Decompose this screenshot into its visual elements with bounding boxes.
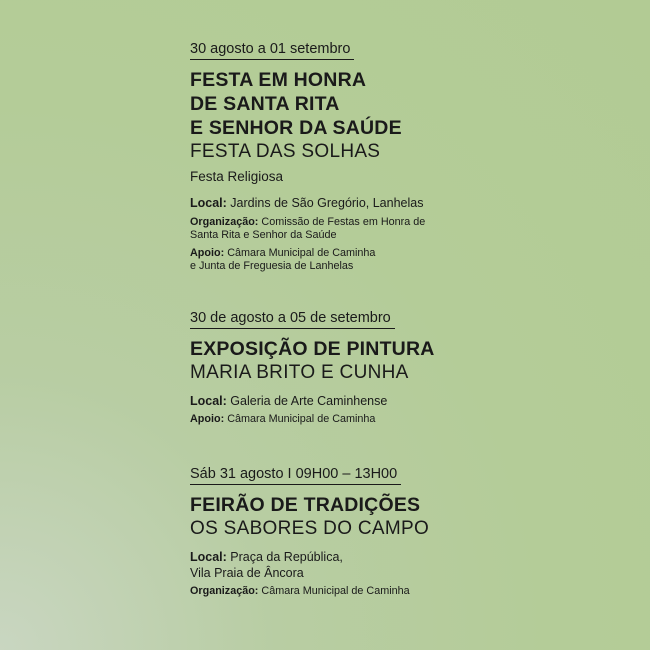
event-title-line-2: DE SANTA RITA xyxy=(190,93,340,115)
event-festa-santa-rita xyxy=(190,40,630,273)
org-value-line-2: Santa Rita e Senhor da Saúde xyxy=(190,229,337,241)
event-date: 30 de agosto a 05 de setembro xyxy=(190,309,395,329)
apoio-label: Apoio: xyxy=(190,413,225,425)
org-value: Câmara Municipal de Caminha xyxy=(261,585,410,597)
event-organization xyxy=(190,585,630,598)
event-organization xyxy=(190,216,630,242)
event-subtitle: MARIA BRITO E CUNHA xyxy=(190,362,409,383)
event-subtitle: OS SABORES DO CAMPO xyxy=(190,518,430,539)
event-subtitle: FESTA DAS SOLHAS xyxy=(190,141,381,162)
event-title-line-3: E SENHOR DA SAÚDE xyxy=(190,117,402,139)
org-label: Organização: xyxy=(190,216,259,228)
org-value-line-1: Comissão de Festas em Honra de xyxy=(261,216,426,228)
event-date: Sáb 31 agosto I 09H00 – 13H00 xyxy=(190,465,401,485)
local-label: Local: xyxy=(190,196,227,210)
event-title-line-1: FESTA EM HONRA xyxy=(190,69,367,91)
event-local xyxy=(190,195,630,211)
event-local xyxy=(190,393,630,409)
local-value-line-1: Praça da República, xyxy=(230,550,343,564)
event-date: 30 agosto a 01 setembro xyxy=(190,40,354,60)
event-support xyxy=(190,413,630,426)
event-kind: Festa Religiosa xyxy=(190,169,284,184)
local-value-line-2: Vila Praia de Âncora xyxy=(190,566,304,580)
apoio-value-line-2: e Junta de Freguesia de Lanhelas xyxy=(190,260,354,272)
local-label: Local: xyxy=(190,394,227,408)
event-title: FEIRÃO DE TRADIÇÕES xyxy=(190,494,421,516)
event-local xyxy=(190,549,630,581)
local-value: Galeria de Arte Caminhense xyxy=(230,394,388,408)
org-label: Organização: xyxy=(190,585,259,597)
event-support xyxy=(190,247,630,273)
local-value: Jardins de São Gregório, Lanhelas xyxy=(230,196,424,210)
event-title: EXPOSIÇÃO DE PINTURA xyxy=(190,338,435,360)
event-feirao-tradicoes xyxy=(190,465,630,598)
apoio-label: Apoio: xyxy=(190,247,225,259)
event-exposicao-pintura xyxy=(190,309,630,426)
apoio-value: Câmara Municipal de Caminha xyxy=(227,413,376,425)
apoio-value-line-1: Câmara Municipal de Caminha xyxy=(227,247,376,259)
local-label: Local: xyxy=(190,550,227,564)
